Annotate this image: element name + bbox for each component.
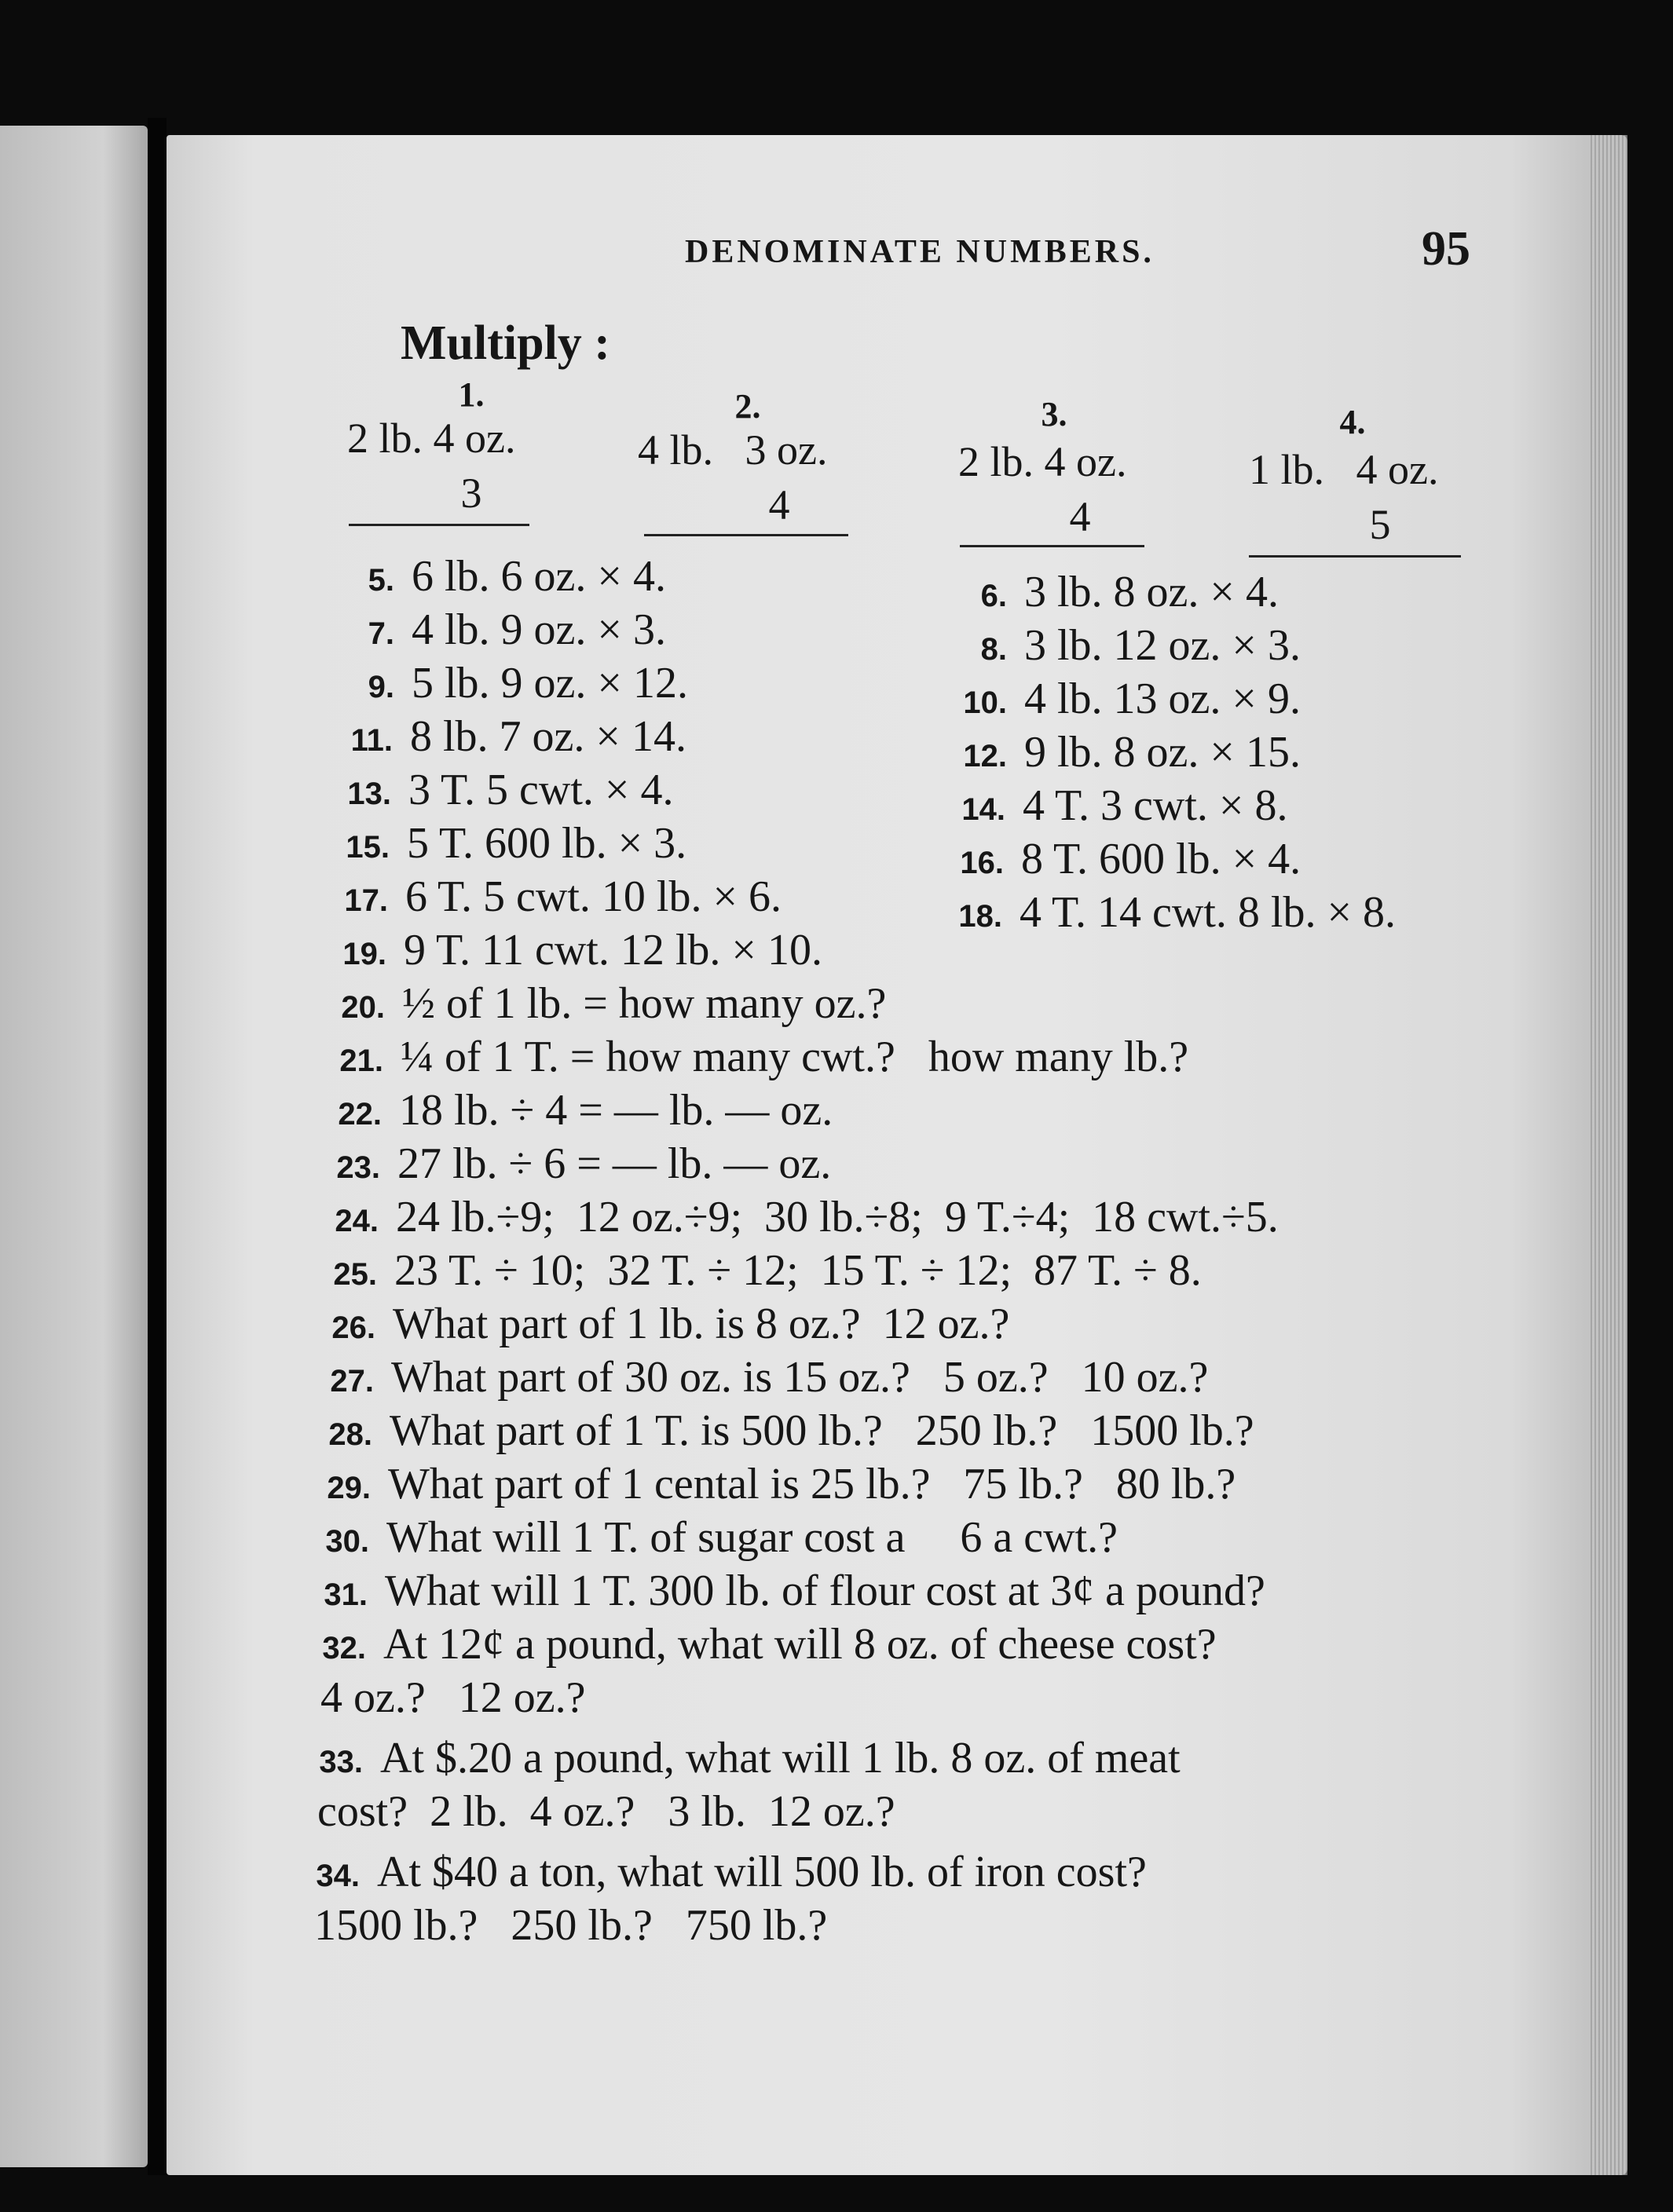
problem-item bbox=[949, 834, 1301, 884]
problem-number: 26. bbox=[331, 1311, 375, 1345]
problem-number: 23. bbox=[336, 1150, 380, 1185]
problem-text: 3 lb. 12 oz. × 3. bbox=[1024, 621, 1301, 670]
problem-number: 31. bbox=[324, 1578, 368, 1612]
column-rule bbox=[960, 545, 1144, 547]
problem-number: 17. bbox=[344, 883, 388, 918]
column-expression: 4 lb. 3 oz. bbox=[638, 426, 828, 473]
column-multiplier: 4 bbox=[768, 481, 790, 528]
problem-text: 6 lb. 6 oz. × 4. bbox=[412, 552, 666, 601]
problem-item bbox=[308, 1733, 1181, 1783]
problem-text: 8 T. 600 lb. × 4. bbox=[1021, 835, 1301, 883]
problem-item bbox=[339, 658, 688, 708]
problem-number: 7. bbox=[368, 616, 394, 651]
problem-number: 10. bbox=[963, 686, 1007, 720]
column-rule bbox=[1249, 555, 1461, 558]
section-intro: Multiply : bbox=[401, 316, 610, 370]
column-number: 1. bbox=[458, 375, 485, 414]
column-rule bbox=[644, 534, 848, 536]
problem-item bbox=[952, 727, 1301, 777]
problem-item bbox=[338, 711, 686, 762]
column-number: 2. bbox=[734, 387, 761, 426]
problem-item bbox=[952, 620, 1301, 671]
problem-number: 19. bbox=[342, 937, 386, 971]
problem-text: ½ of 1 lb. = how many oz.? bbox=[402, 979, 887, 1028]
problem-item bbox=[316, 1459, 1236, 1509]
problem-number: 5. bbox=[368, 563, 394, 598]
problem-text: 5 lb. 9 oz. × 12. bbox=[412, 659, 688, 707]
problem-item bbox=[335, 818, 686, 868]
problem-item bbox=[320, 1299, 1009, 1349]
problem-number: 11. bbox=[350, 723, 393, 758]
problem-number: 13. bbox=[347, 777, 391, 811]
problem-text: 6 T. 5 cwt. 10 lb. × 6. bbox=[405, 872, 782, 921]
column-multiplier: 4 bbox=[1069, 493, 1091, 540]
problem-item bbox=[327, 1085, 833, 1135]
book-page bbox=[167, 135, 1627, 2175]
page-number: 95 bbox=[1422, 222, 1470, 276]
problem-item bbox=[339, 605, 666, 655]
problem-text: 24 lb.÷9; 12 oz.÷9; 30 lb.÷8; 9 T.÷4; 18 cwt.÷5. bbox=[396, 1193, 1279, 1241]
problem-number: 16. bbox=[960, 846, 1004, 880]
column-multiplier: 5 bbox=[1369, 501, 1391, 548]
problem-number: 21. bbox=[339, 1044, 383, 1078]
problem-item bbox=[322, 1245, 1202, 1296]
problem-number: 29. bbox=[327, 1471, 371, 1505]
problem-number: 12. bbox=[963, 739, 1007, 773]
problem-text: At $40 a ton, what will 500 lb. of iron cost? bbox=[377, 1848, 1147, 1896]
problem-number: 25. bbox=[333, 1257, 377, 1292]
problem-item bbox=[330, 978, 886, 1029]
problem-number: 8. bbox=[980, 632, 1007, 667]
page-edge bbox=[1588, 135, 1627, 2175]
problem-text: ¼ of 1 T. = how many cwt.? how many lb.? bbox=[401, 1033, 1189, 1081]
problem-item bbox=[952, 567, 1279, 617]
problem-text: 8 lb. 7 oz. × 14. bbox=[410, 712, 686, 761]
problem-item bbox=[339, 551, 666, 601]
problem-number: 33. bbox=[319, 1745, 363, 1779]
problem-item bbox=[319, 1352, 1208, 1402]
problem-text: What part of 30 oz. is 15 oz.? 5 oz.? 10 oz.? bbox=[391, 1353, 1209, 1402]
problem-text: 9 lb. 8 oz. × 15. bbox=[1024, 728, 1301, 777]
problem-text: What part of 1 lb. is 8 oz.? 12 oz.? bbox=[393, 1300, 1010, 1348]
column-number: 3. bbox=[1041, 395, 1067, 433]
problem-item bbox=[952, 674, 1301, 724]
problem-number: 27. bbox=[330, 1364, 374, 1398]
problem-item bbox=[313, 1566, 1265, 1616]
column-multiplier: 3 bbox=[460, 470, 482, 517]
problem-item bbox=[325, 1139, 831, 1189]
problem-number: 22. bbox=[338, 1097, 382, 1132]
problem-item bbox=[328, 1032, 1188, 1082]
problem-item bbox=[311, 1619, 1217, 1669]
problem-number: 9. bbox=[368, 670, 394, 704]
problem-number: 28. bbox=[328, 1417, 372, 1452]
problem-item bbox=[314, 1512, 1118, 1563]
problem-number: 34. bbox=[316, 1859, 360, 1893]
running-header: DENOMINATE NUMBERS. bbox=[685, 234, 1155, 270]
problem-item bbox=[324, 1192, 1279, 1242]
problem-continuation: cost? 2 lb. 4 oz.? 3 lb. 12 oz.? bbox=[317, 1787, 895, 1836]
problem-continuation: 1500 lb.? 250 lb.? 750 lb.? bbox=[314, 1901, 828, 1950]
column-expression: 2 lb. 4 oz. bbox=[958, 438, 1127, 485]
problem-item bbox=[947, 887, 1396, 938]
problem-text: 3 T. 5 cwt. × 4. bbox=[408, 766, 674, 814]
problem-number: 15. bbox=[346, 830, 390, 865]
problem-number: 6. bbox=[980, 579, 1007, 613]
column-number: 4. bbox=[1339, 403, 1366, 441]
problem-text: 4 lb. 9 oz. × 3. bbox=[412, 605, 666, 654]
column-expression: 2 lb. 4 oz. bbox=[347, 415, 516, 462]
problem-text: 3 lb. 8 oz. × 4. bbox=[1024, 568, 1279, 616]
problem-number: 18. bbox=[958, 899, 1002, 934]
problem-text: What part of 1 T. is 500 lb.? 250 lb.? 1500 lb.? bbox=[390, 1406, 1254, 1455]
problem-number: 32. bbox=[322, 1631, 366, 1665]
problem-item bbox=[333, 872, 782, 922]
column-rule bbox=[349, 524, 529, 526]
problem-text: 4 T. 14 cwt. 8 lb. × 8. bbox=[1020, 888, 1397, 937]
problem-text: 4 lb. 13 oz. × 9. bbox=[1024, 675, 1301, 723]
problem-number: 20. bbox=[341, 990, 385, 1025]
problem-text: What part of 1 cental is 25 lb.? 75 lb.? 80 lb.? bbox=[388, 1460, 1236, 1508]
facing-page bbox=[0, 126, 148, 2167]
problem-number: 30. bbox=[325, 1524, 369, 1559]
problem-item bbox=[331, 925, 822, 975]
problem-text: What will 1 T. of sugar cost a 6 a cwt.? bbox=[386, 1513, 1118, 1562]
problem-number: 14. bbox=[961, 792, 1005, 827]
problem-text: At 12¢ a pound, what will 8 oz. of cheese cost? bbox=[383, 1620, 1217, 1669]
problem-text: 4 T. 3 cwt. × 8. bbox=[1023, 781, 1288, 830]
problem-item bbox=[305, 1847, 1147, 1897]
problem-text: 23 T. ÷ 10; 32 T. ÷ 12; 15 T. ÷ 12; 87 T. ÷ 8. bbox=[394, 1246, 1202, 1295]
book-gutter bbox=[148, 118, 167, 2175]
problem-text: 27 lb. ÷ 6 = — lb. — oz. bbox=[397, 1139, 832, 1188]
problem-text: At $.20 a pound, what will 1 lb. 8 oz. of meat bbox=[380, 1734, 1181, 1782]
problem-text: What will 1 T. 300 lb. of flour cost at 3¢ a pound? bbox=[385, 1567, 1265, 1615]
problem-item bbox=[317, 1406, 1254, 1456]
problem-item bbox=[336, 765, 673, 815]
problem-number: 24. bbox=[335, 1204, 379, 1238]
problem-text: 5 T. 600 lb. × 3. bbox=[407, 819, 687, 868]
problem-text: 9 T. 11 cwt. 12 lb. × 10. bbox=[404, 926, 822, 974]
problem-item bbox=[950, 781, 1287, 831]
column-expression: 1 lb. 4 oz. bbox=[1249, 446, 1439, 493]
problem-text: 18 lb. ÷ 4 = — lb. — oz. bbox=[399, 1086, 833, 1135]
problem-continuation: 4 oz.? 12 oz.? bbox=[320, 1673, 586, 1722]
